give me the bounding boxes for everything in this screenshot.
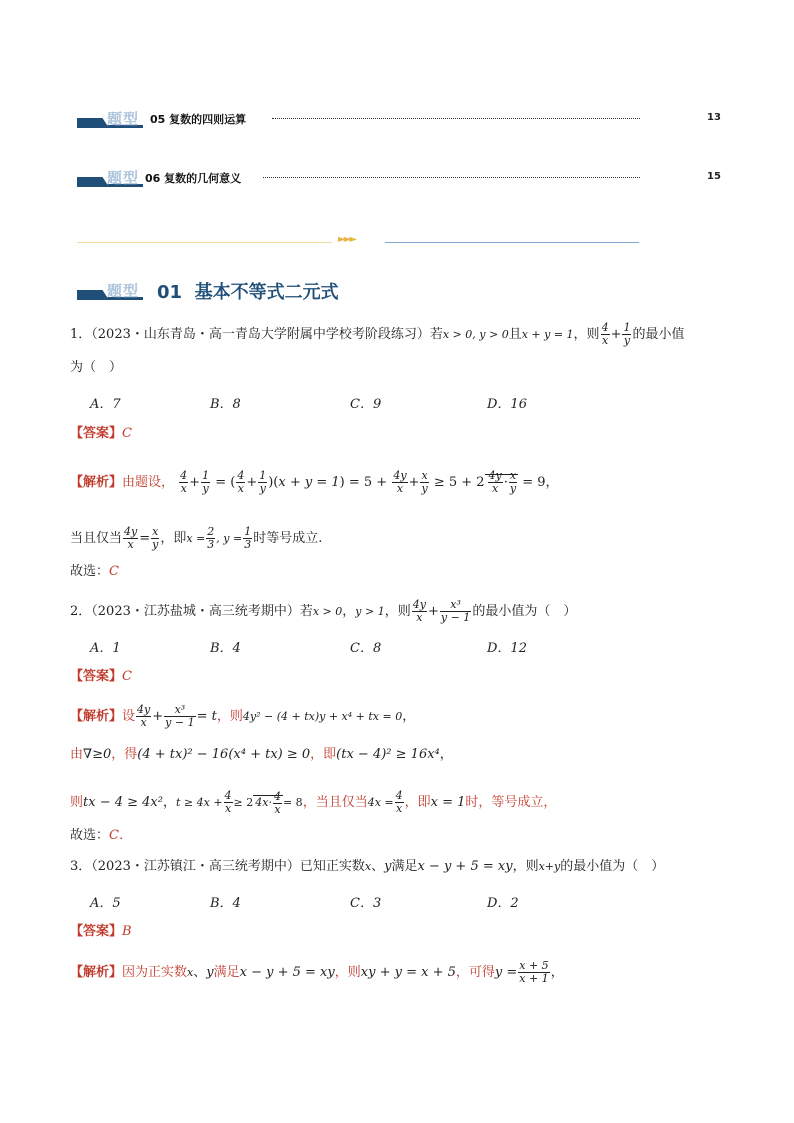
q1-l2-tail: 时等号成立.	[253, 531, 323, 546]
q2-conclusion-value: C．	[109, 828, 132, 843]
q2-l3-tail: 时，等号成立，	[465, 795, 557, 810]
q3-var-x: x	[364, 860, 372, 873]
section-heading	[77, 278, 477, 304]
q2-conclusion	[70, 827, 132, 845]
q2-l3-sep: ，	[162, 795, 176, 810]
q1-stem-join: 且	[508, 327, 522, 342]
q3-analysis-cond: x − y + 5 = xy	[239, 965, 335, 980]
q3-var-y: y	[206, 965, 214, 980]
answer-tag: 【答案】	[70, 924, 123, 939]
q3-analysis-sep: ，	[550, 965, 564, 980]
q1-analysis: 【解析】由题设， $\frac{4}{x}$ + $\frac{1}{y}$ = ( $\frac{4}{x}$ + $\frac{1}{y}$ )(x + y = 1) = 5 + $\frac{4y}{x}$ + $\frac{x}{y}$ ≥ 5 + 2 $\frac{4y}{x}$ · $\frac{x}{y}$ = 9，	[70, 469, 559, 495]
toc-row-06[interactable]	[77, 167, 722, 189]
q2-sqrt: 4x· $\frac{4}{x}$	[255, 789, 281, 816]
q2-analysis: 【解析】设 $\frac{4y}{x}$ + $\frac{\text{x³}}{y - 1}$ = t，则4y² − (4 + tx)y + x⁴ + tx = 0，	[70, 703, 416, 729]
q1-sqrt: $\frac{4y}{x}$ · $\frac{x}{y}$	[485, 474, 519, 490]
q3-var-x: x	[187, 966, 194, 979]
q1-l2-text: 当且仅当	[70, 531, 123, 546]
q3-expr: x+y	[538, 860, 561, 873]
q1-option-c[interactable]: C．9	[350, 397, 382, 412]
section-title-text: 基本不等式二元式	[194, 282, 339, 303]
q3-stem-tail: 的最小值为（ ）	[560, 859, 665, 874]
q2-stem-tail: 的最小值为（ ）	[472, 604, 577, 619]
q2-frac: $\frac{\text{x³}}{y - 1}$	[440, 598, 471, 624]
q2-answer-value: C	[122, 669, 132, 684]
q3-analysis-gives: ，可得	[455, 965, 495, 980]
q1-condition-2: x + y = 1	[521, 328, 574, 341]
q2-frac: $\frac{4y}{x}$	[137, 703, 151, 729]
q2-l2-sep: ，	[439, 747, 453, 762]
q3-sep: 、	[371, 859, 385, 874]
q1-conclusion	[70, 563, 119, 581]
q2-cond-2: y > 1	[355, 605, 385, 618]
q2-l2-text: 由	[70, 747, 84, 762]
q2-l2-cond: ∇≥0	[83, 747, 112, 762]
q3-stem-satisfy: 满足	[391, 859, 418, 874]
toc-leader-dots	[272, 118, 640, 119]
q1-stem-tail: 的最小值	[632, 327, 685, 342]
toc-page-number[interactable]: 15	[707, 171, 721, 182]
q1-frac: $\frac{1}{y}$	[202, 469, 210, 495]
q2-cond: x > 0	[312, 605, 343, 618]
q2-analysis-equation: 4y² − (4 + tx)y + x⁴ + tx = 0	[242, 710, 403, 723]
q2-l3-text: 则	[70, 795, 84, 810]
q3-sep: 、	[193, 965, 207, 980]
q3-stem-then: ，则	[512, 859, 539, 874]
q1-frac: $\frac{4}{x}$	[237, 469, 245, 495]
answer-tag: 【答案】	[70, 669, 123, 684]
q3-option-d[interactable]: D．2	[487, 896, 519, 911]
q2-frac: $\frac{4}{x}$	[224, 789, 232, 815]
q2-l2-expr: (4 + tx)² − 16(x⁴ + tx) ≥ 0	[137, 747, 311, 762]
q1-option-b[interactable]: B．8	[210, 397, 241, 412]
q1-frac: $\frac{4y}{x}$	[124, 525, 138, 551]
q1-conclusion-text: 故选：	[70, 564, 110, 579]
q2-stem: 2．（2023・江苏盐城・高三统考期中）若x > 0，y > 1，则 $\frac{4y}{x}$ + $\frac{\text{x³}}{y - 1}$ 的最小值为（ ）	[70, 598, 577, 624]
section-number: 01	[157, 282, 183, 303]
q3-analysis-expr: xy + y = x + 5	[360, 965, 456, 980]
q2-option-c[interactable]: C．8	[350, 641, 382, 656]
q1-conclusion-value: C	[109, 564, 119, 579]
q1-analysis-line2: 当且仅当 $\frac{4y}{x}$ = $\frac{x}{y}$ ，即x = $\frac{2}{3}$ , y = $\frac{1}{3}$ 时等号成立.	[70, 525, 323, 551]
q3-analysis-satisfy: 满足	[213, 965, 240, 980]
q2-analysis-text: 设	[122, 709, 136, 724]
toc-row-05[interactable]	[77, 108, 722, 130]
q3-analysis-then: ，则	[334, 965, 361, 980]
divider-right	[385, 242, 639, 243]
q1-stem-then: ，则	[573, 327, 600, 342]
q2-frac: $\frac{4y}{x}$	[412, 598, 426, 624]
q1-analysis-eq: = 5 +	[348, 475, 388, 490]
q1-option-a[interactable]: A．7	[90, 397, 121, 412]
q1-analysis-ineq: ≥ 5 + 2	[433, 475, 485, 490]
q3-stem-text: 3．（2023・江苏镇江・高三统考期中）已知正实数	[70, 859, 365, 874]
section-badge-text: 题型	[107, 282, 140, 300]
q1-stem-text: 1．（2023・山东青岛・高一青岛大学附属中学校考阶段练习）若	[70, 327, 443, 342]
toc-badge-text: 题型	[107, 110, 140, 128]
q1-stem: 1．（2023・山东青岛・高一青岛大学附属中学校考阶段练习）若x > 0, y > 0且x + y = 1，则 $\frac{4}{x}$ + $\frac{1}{y}$ 的最小值	[70, 321, 685, 347]
q2-l3-eq: 4x =	[367, 796, 394, 809]
q3-option-b[interactable]: B．4	[210, 896, 241, 911]
q3-var-y: y	[384, 859, 392, 874]
q2-l2-expr2: (tx − 4)² ≥ 16x⁴	[336, 747, 440, 762]
section-title	[157, 278, 339, 304]
analysis-tag: 【解析】	[70, 965, 123, 980]
q2-analysis-then: ，则	[216, 709, 243, 724]
q3-stem	[70, 858, 664, 876]
toc-leader-dots	[263, 177, 640, 178]
q2-stem-then: ，则	[384, 604, 411, 619]
section-badge	[77, 282, 143, 300]
q1-l2-text: ，即	[160, 531, 187, 546]
q3-answer-value: B	[122, 924, 132, 939]
q1-frac: $\frac{4y}{x}$	[393, 469, 407, 495]
q1-condition: x > 0, y > 0	[442, 328, 509, 341]
q2-l3-result: = 8	[282, 796, 303, 809]
answer-tag: 【答案】	[70, 426, 123, 441]
q2-analysis-line3	[70, 790, 556, 816]
q1-x: x + y = 1	[278, 475, 340, 490]
q2-option-a[interactable]: A．1	[90, 641, 121, 656]
q2-l3-text: ，即	[404, 795, 431, 810]
q2-analysis-eq: = t	[196, 709, 217, 724]
q2-l3-expr: tx − 4 ≥ 4x²	[83, 795, 163, 810]
q1-frac: $\frac{x}{y}$	[421, 469, 428, 495]
q2-l3-ineq: ≥ 2	[233, 796, 254, 809]
q2-option-b[interactable]: B．4	[210, 641, 241, 656]
q2-analysis-sep: ，	[402, 709, 416, 724]
toc-badge	[77, 169, 143, 187]
q3-frac: $\frac{x + 5}{x + 1}$	[519, 959, 549, 985]
q2-l2-text: ，得	[111, 747, 138, 762]
q1-frac-4x: $\frac{4}{x}$	[601, 321, 609, 347]
q1-analysis-text: 由题设，	[122, 475, 175, 490]
q3-analysis-y: y =	[494, 965, 518, 980]
q1-frac: $\frac{x}{y}$	[152, 525, 159, 551]
q2-l3-expr2: t ≥ 4x +	[176, 796, 223, 809]
q3-option-a[interactable]: A．5	[90, 896, 121, 911]
q2-stem-text: 2．（2023・江苏盐城・高三统考期中）若	[70, 604, 313, 619]
q2-conclusion-text: 故选：	[70, 828, 110, 843]
toc-page-number[interactable]: 13	[707, 112, 721, 123]
toc-label[interactable]: 05 复数的四则运算	[150, 113, 247, 126]
q1-frac: $\frac{1}{y}$	[259, 469, 267, 495]
q2-frac: $\frac{\text{x³}}{y - 1}$	[165, 703, 195, 729]
toc-badge	[77, 110, 143, 128]
analysis-tag: 【解析】	[70, 709, 123, 724]
toc-label[interactable]: 06 复数的几何意义	[145, 172, 242, 185]
q2-l3-text: ，当且仅当	[302, 795, 368, 810]
divider-left	[77, 242, 332, 243]
q1-answer-value: C	[122, 426, 132, 441]
analysis-tag: 【解析】	[70, 475, 123, 490]
q2-l2-text: ，即	[310, 747, 337, 762]
q2-l3-x: x = 1	[430, 795, 466, 810]
q1-frac: $\frac{2}{3}$	[207, 525, 215, 551]
q3-option-c[interactable]: C．3	[350, 896, 382, 911]
q2-answer	[70, 668, 132, 686]
q1-analysis-result: = 9，	[522, 475, 559, 490]
q1-l2-y: , y =	[216, 532, 243, 545]
q3-analysis	[70, 960, 564, 985]
q3-analysis-text: 因为正实数	[122, 965, 188, 980]
q1-l2-x: x =	[186, 532, 206, 545]
q1-frac: $\frac{1}{3}$	[244, 525, 252, 551]
q1-stem-line2: 为（ ）	[70, 360, 123, 375]
q3-answer	[70, 923, 132, 941]
q3-condition: x − y + 5 = xy	[417, 859, 513, 874]
toc-badge-text: 题型	[107, 169, 140, 187]
q1-option-d[interactable]: D．16	[487, 397, 527, 412]
q1-answer	[70, 425, 132, 443]
q2-option-d[interactable]: D．12	[487, 641, 527, 656]
q2-frac: $\frac{4}{x}$	[395, 789, 403, 815]
q2-analysis-line2	[70, 746, 453, 764]
q2-sep: ，	[342, 604, 356, 619]
q1-frac: $\frac{4}{x}$	[180, 469, 188, 495]
divider-arrow-icon: ►►►	[338, 234, 356, 245]
q1-frac-1y: $\frac{1}{y}$	[623, 321, 631, 347]
